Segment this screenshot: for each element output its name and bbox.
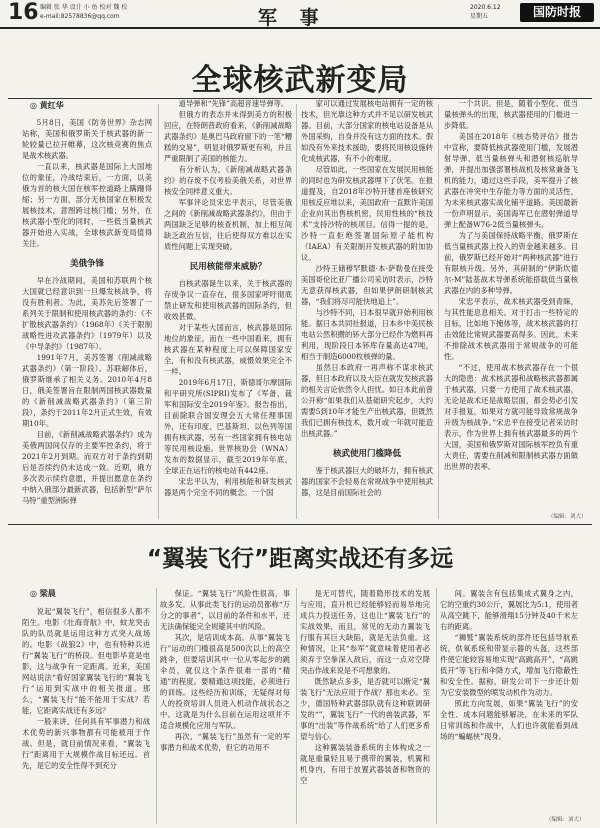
article2-byline: ◎ 梁晨 xyxy=(30,589,56,598)
article1-credit: （编辑：刘大） xyxy=(548,514,587,520)
a1c3-para-group xyxy=(301,98,433,439)
paragraph: 家可以通过发展核电站拥有一定的核技术，但光靠这种方式并不足以研发核武器。目前，大部分国家的核电站设备是从外国采购，自身并没有这方面的技术。假如没有外来技术援助，要将民用核设施转化成核武器，有不小的难度。 xyxy=(301,99,433,163)
article1-column-1 xyxy=(22,117,152,517)
column-divider xyxy=(436,588,437,824)
section-title: 军 事 xyxy=(258,7,327,29)
date: 2020.6.12 xyxy=(470,4,501,11)
paragraph: 为了与美国保持战略平衡，俄罗斯在低当量核武器上投入的资金越来越多。目前，俄罗斯已经开始对“两种核武器”进行有限核升级。另外，其研制的“伊斯坎德尔-M”陆基战术导弹系统能搭载低当量核武器在内的多种导弹。 xyxy=(444,231,578,295)
paragraph: 5月8日，美国《防务世界》杂志网站称，美国和俄罗斯关于核武器的新一轮较量已拉开帷幕，这次核竞赛的焦点是战术核武器。 xyxy=(22,118,152,160)
paragraph: 是无可替代，随着隐形技术的发展与应用，直升机已经能够轻而易举地完成兵力投送任务，这也让“翼装飞行”的实战效果，而且，常见的无动力翼装飞行服有其巨大缺陷，就是无法负重。这种情况，让其“参军”就意味着使用者必须弃于空拳深入敌后，而这一点对空降突击作战来说是不可想象的。 xyxy=(300,589,430,675)
paragraph: “狮鹫”翼装系统的部件还包括导航系统，供氧系统和带显示器的头盔，这些部件使它能较容易地实现“高跳高开”、“高跳低开”等飞行和伞降方式，增加飞行隐蔽性和安全性。据称，研发公司下一步还计划为它安装微型的喷发动机作为动力。 xyxy=(440,633,578,697)
paragraph: 目前，《新削减战略武器条约》成为美俄两国间仅存的主要军控条约，将于2021年2月到期。而双方对于条约到期后是否续约仍未达成一致。近期，俄方多次表示续约意愿，并提出愿意在条约中纳入俄部分最新武器，包括新型“萨尔马特”重型洲际弹 xyxy=(22,430,152,505)
a1c2-para-group xyxy=(164,98,292,252)
a2c2-para-group xyxy=(160,588,290,753)
date-block xyxy=(470,3,501,21)
paragraph: 早在冷战期间，美国和苏联两个核大国就已经意识到一旦爆发核战争，将没有胜利者。为此，美苏先后签署了一系列关于限制和使用核武器的条约：《不扩散核武器条约》（1968年）《关于限制战略性进攻武器条约》（1979年）以及《中导条约》（1987年）。 xyxy=(22,276,152,351)
column-divider xyxy=(296,588,297,824)
paragraph: “不过，使用战术核武器存在一个很大的隐患：战术核武器和战略核武器都属于核武器，只要一方使用了战术核武器，无论是战术还是战略层面，都会势必引发对手报复，如果对方就可能导致常规战争升级为核战争。”宋忠平在接受记者采访时表示，作为世界上拥有核武器最多的两个大国，美国和俄罗斯对国际核军控负有重大责任，需要在削减和限制核武器方面做出世界的表率。 xyxy=(444,363,578,471)
paragraph: 军事评论员宋忠平表示，尽管美俄之间的《新削减战略武器条约》，但由于两国缺乏足够的核查机制，加上相互间缺乏政治互信，往后使得双方难以在实质性问题上实现突破。 xyxy=(164,198,292,251)
article1-column-3 xyxy=(301,98,433,518)
paragraph: 宋忠平表示，战术核武器受到青睐，与其性能息息相关。对于打击一些特定的目标，比如地下掩体等，战术核武器的打击效能比常规武器要高得多。因此，未来不排除战术核武器用于常规战争的可能性。 xyxy=(444,297,578,361)
paragraph: 再次，“翼装飞行”虽然有一定的军事潜力和战术优势，但它的功用不 xyxy=(160,732,290,752)
paragraph: 一般来讲，任何具有军事潜力和战术优势的新兴事物都有可能被用于作战。但是，就目前情况来看，“翼装飞行”距离用于大规模作战目标还远。首先，是它的安全性得不到充分 xyxy=(22,717,150,770)
a2c4-para-group xyxy=(440,588,578,742)
paragraph: 虽然日本政府一再声称不谋求核武器，但日本政府以及大臣在就发发核武器的相关言论依然令人担忧。如日本此前曾公开称“如果我们从基础研究起步，大约需要5到10年才能生产出核武器，但既然我们已拥有核技术，数月或一年就可能造出核武器。” xyxy=(301,363,433,438)
a1c3b-para-group xyxy=(301,465,433,498)
page-header xyxy=(0,0,600,29)
paragraph: 鉴于核武器巨大的破坏力，拥有核武器的国家不会轻易在常规战争中使用核武器，这是目前国际社会的 xyxy=(301,466,433,497)
weekday: 星期五 xyxy=(470,13,489,20)
paragraph: 其次，是培训成本高。从事“翼装飞行”运动的门槛很高是500次以上的高空跳伞，但要培训其中一位从零起步的跳伞员，就仅这个条件很难一部的“精通”的程度。要精通这项技能，必须进行的训练。这些经历和训练，无疑得对每人的投资培训人员进入机动作战状态之中。这就是为什么目前在运用这项并不适合规模化应用与军队。 xyxy=(160,633,290,730)
paragraph: 对于某些大国而言，核武器是国际地位的象征，而在一些中国看来，拥有核武器在某种程度上可以保障国家安全，有和没有核武器，威慑效果完全不一样。 xyxy=(164,323,292,376)
column-divider xyxy=(158,104,159,519)
a1c1b-para-group xyxy=(22,275,152,506)
paragraph: 既然缺点多多，是否就可以断定“翼装飞行”无法应用于作战？那也未必。至少，德国特种武器部队就有这种联调研发的“”，翼装飞行”一代的兽装武器，军事的“出装”等作战系统“给了人们更多希望与信心。 xyxy=(300,677,430,741)
article-divider xyxy=(8,524,592,525)
paragraph: 一直以来，核武器是国际上大国地位的象征，冷战结束后，一方面，以美俄为首的核大国在核军控道路上蹒跚得缩；另一方面，部分无核国家在积极发展核技术，意图跨过核门槛；另外，在核武器小型化的同时，一些低当量核武器开始进入实战，全球核武新变局值得关注。 xyxy=(22,162,152,248)
staff-line: 编辑 张 华 设计 小 鱼 校对 魏 校 xyxy=(40,4,128,11)
paragraph: 但俄方的表态并未得到美方的积极回应，在特朗普政府看来，《新削减战略武器条约》是奥巴马政府留下的一笔“糟糕的交易”，明显对俄罗斯更有利，并且严重限制了美国的核能力。 xyxy=(164,110,292,163)
article2-column-3 xyxy=(300,588,430,824)
column-divider xyxy=(438,104,439,519)
a1c1-para-group xyxy=(22,117,152,249)
a2c3-para-group xyxy=(300,588,430,786)
article2-column-2 xyxy=(160,588,290,824)
subheading-civil-nuclear: 民用核能带来威胁？ xyxy=(189,262,267,272)
paragraph: 自核武器诞生以来，关于核武器的存废争议一直存在，很多国家呼吁彻底禁止研发和使用核武器的国际条约，但收效甚微。 xyxy=(164,279,292,321)
paragraph: 道导弹和“先锋”高超音速导弹等。 xyxy=(178,99,289,108)
paragraph: 一个共识。但是，随着小型化、低当量核弹头的出现，核武器使用的门槛进一步降低。 xyxy=(444,99,578,130)
paragraph: 美国在2018年《核态势评估》报告中宣称，要降低核武器使用门槛，发展潜射导弹、低当量核弹头和潜射核巡航导弹，并提出加强部署核战机及核常兼备飞机的能力，通过这些手段，美军提升了核武器在冲突中生存能力等方面的灵活性，为未来核武器实战化铺平道路。美国最新一份声明显示，美国海军已在潜射弹道导弹上配备W76-2低当量核弹头。 xyxy=(444,132,578,229)
article2-column-4 xyxy=(440,588,578,814)
paragraph: 沙特王储穆罕默德·本·萨勒曼在接受美国哥伦比亚广播公司采访时表示，沙特无意获得核武器，但如果伊朗研制核武器，“我们将尽可能快地追上”。 xyxy=(301,264,433,306)
newspaper-logo: 国防时报 xyxy=(520,3,594,22)
subheading-us-russia: 美俄争锋 xyxy=(69,259,104,269)
a1c2b-para-group xyxy=(164,278,292,498)
paragraph: 宋忠平认为，利用核能和研发核武器是两个完全不同的概念。一个国 xyxy=(164,477,292,497)
column-divider xyxy=(296,104,297,519)
paragraph: 尽管如此，一些国家在发展民用核能的同时也为研发核武器埋下了伏笔。在报道提及，自2018年沙特开建首座核研究用核反应堆以来，美国政府一直默许美国企业向其出售核机密，民用性核的“核技术”支持沙特的核项目。信得一提的是，沙特一直拒绝签署国际原子能机构（IAEA）有关限制开发核武器的附加协议。 xyxy=(301,165,433,262)
paragraph: 这种翼装装备系统的主体构成之一就是重量轻且易于携带的翼装，机翼和机身内，有用于放置武器装备和物资的空 xyxy=(300,743,430,785)
paragraph: 有分析认为，《新削减战略武器条约》的存废不仅考验美俄关系，对世界核安全同样意义重大。 xyxy=(164,165,292,196)
article1-column-2 xyxy=(164,98,292,518)
paragraph: 2019年6月17日，斯德哥尔摩国际和平研究所(SIPRI)发布了《军备、裁军和国际安全2019年鉴》。报告指出，目前除联合国安理会五大常任理事国外，还有印度、巴基斯坦、以色列等国拥有核武器，另有一些国家拥有核电站等民用核设施。世界核协会（WNA）发布的数据显示，截至2019年年底，全球正在运行的核电站有442座。 xyxy=(164,378,292,475)
article2-column-1 xyxy=(22,606,150,824)
a2c1-para-group xyxy=(22,606,150,771)
article1-headline: 全球核武新变局 xyxy=(191,63,409,98)
a1c4-para-group xyxy=(444,98,578,472)
article1-column-4 xyxy=(444,98,578,508)
article2-credit: （编辑：刘大） xyxy=(546,817,585,823)
page-number: 16 xyxy=(8,0,39,25)
paragraph: 说起“翼装飞行”，相信很多人都不陌生。电影《壮海奇航》中，蚊龙突击队的队员就是运用这种方式突入战场的。电影《战狼2》中，也有特种兵进行“翼装飞行”的桥段。但电影毕竟是电影，这与战争有一定距离。近来，美国网站说法“看好国家翼装飞行的“翼装飞行”运用到实战中的相关报道。那么，“翼装飞行”能不能用于实战？若能，它距离实战还有多远？ xyxy=(22,607,150,715)
staff-info xyxy=(40,3,127,21)
column-divider xyxy=(156,588,157,824)
article1-byline: ◎ 黄红华 xyxy=(30,101,64,110)
email-line: e-mail:82578836@qq.com xyxy=(40,13,120,20)
paragraph: 照此方向发展，如果“翼装飞行”的安全性、成本问题能够解决，在未来的军队日常训练和作战中，人们也许就能看到战场的“蝙蝠侠”现身。 xyxy=(440,699,578,741)
article2-headline: “翼装飞行”距离实战还有多远 xyxy=(146,546,454,572)
subheading-lower-threshold: 核武使用门槛降低 xyxy=(332,449,401,459)
paragraph: 间。翼装含有包括集成式翼身之内，它的空重约30公斤，翼展比为5:1，使用者从高空跳下，能够滑翔15分钟及40千米左右的距离。 xyxy=(440,589,578,631)
paragraph: 1991年7月，美苏签署《削减战略武器条约》（第一阶段）。苏联解体后，俄罗斯继承了相关义务。2010年4月8日，俄美签署旨在限制两国核武器数量的《新削减战略武器条约》（第三阶段），条约于2011年2月正式生效，有效期10年。 xyxy=(22,353,152,428)
paragraph: 保证。“翼装飞行”风险性很高，事故多发。从事此类飞行的运动员都称“万分之的事者”，以目前的条件和水平，还无法确保能完全规避其中的风险。 xyxy=(160,589,290,631)
paragraph: 与沙特不同，日本很早就开始利用核能。据日本共同社报道，日本乡中美民核电站公然积攒的钚大部分已经作为燃料再利用，现阶段日本钚库存量高达47吨，相当于制造6000枚核弹的量。 xyxy=(301,308,433,361)
